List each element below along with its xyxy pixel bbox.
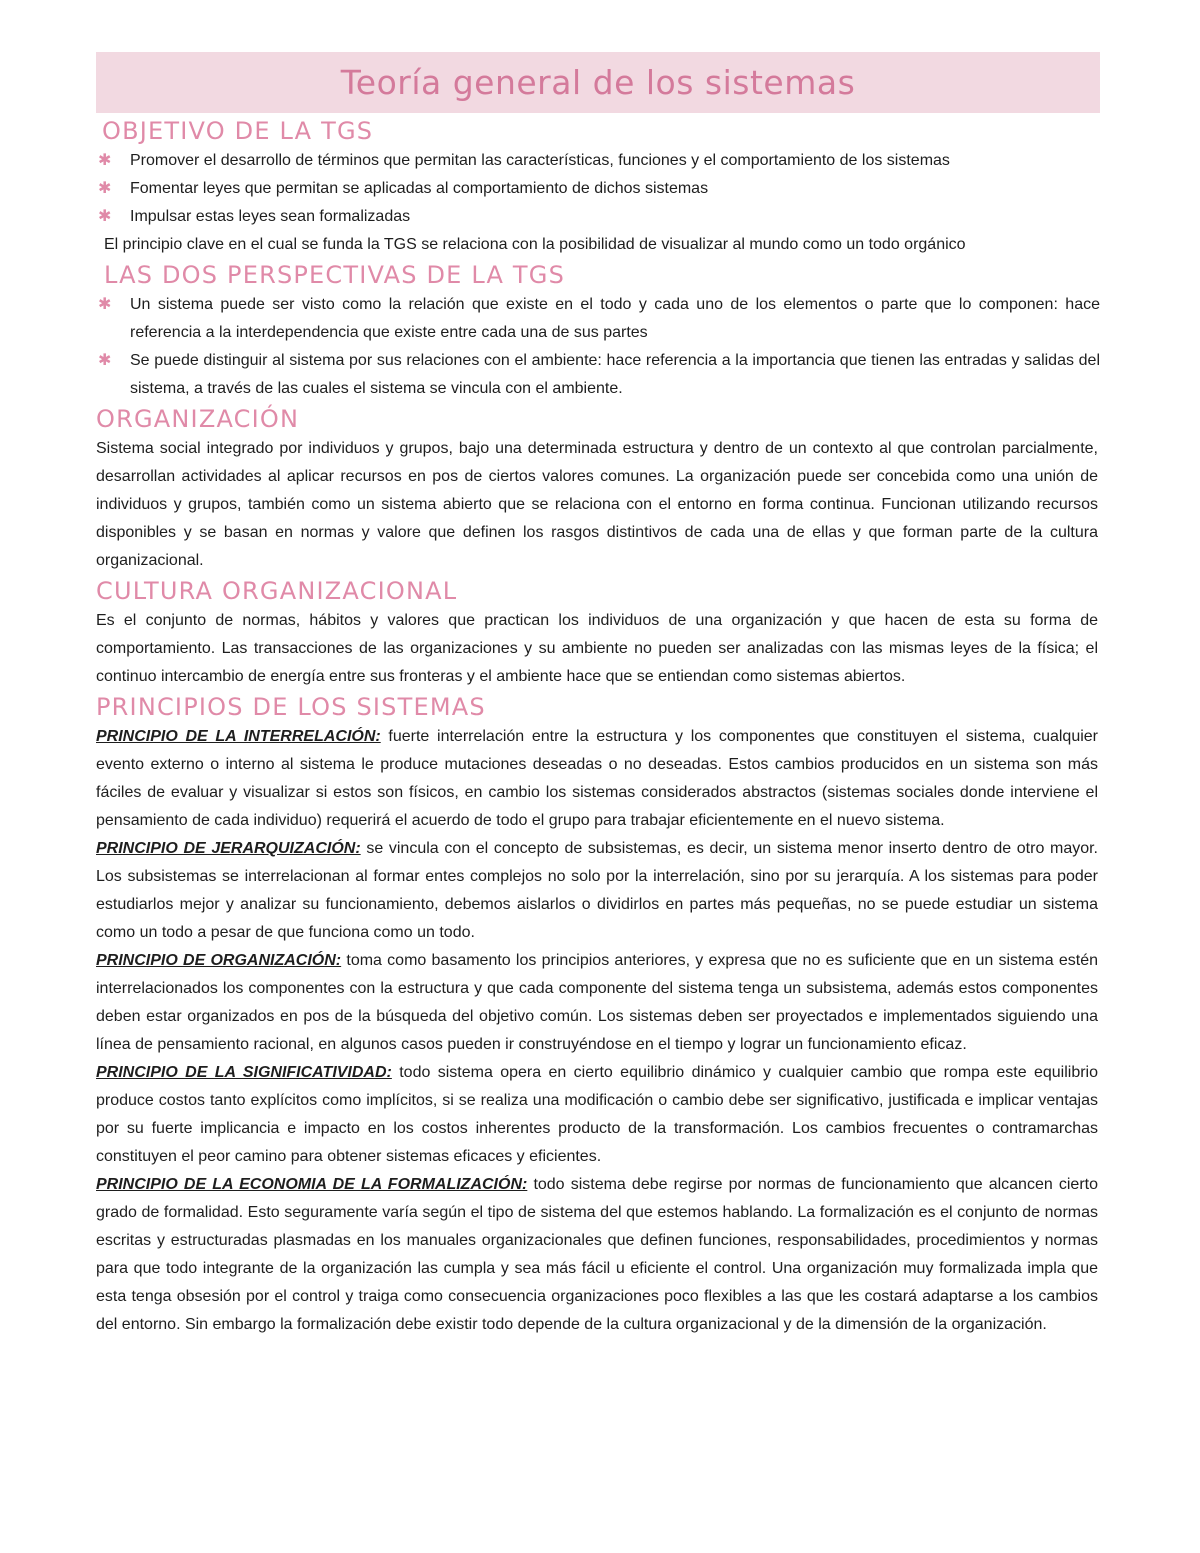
organizacion-paragraph: Sistema social integrado por individuos y grupos, bajo una determinada estructura y dentro de un contexto al que controlan parcialmente, desarrollan actividades al aplicar recursos en pos de ciertos valores comunes. La organización puede ser concebida como una unión de individuos y grupos, también como un sistema abierto que se relaciona con el entorno en forma continua. Funcionan utilizando recursos disponibles y se basan en normas y valore que definen los rasgos distintivos de cada una de ellas y que forman parte de la cultura organizacional. <box>96 440 1098 569</box>
perspectivas-list <box>96 291 1100 403</box>
principle-paragraph <box>96 1171 1100 1339</box>
principle-paragraph <box>96 1059 1100 1171</box>
list-item-text: Promover el desarrollo de términos que permitan las características, funciones y el comportamiento de los sistemas <box>130 152 950 169</box>
heading-organizacion: ORGANIZACIÓN <box>96 405 300 433</box>
objetivo-list <box>96 147 1100 231</box>
list-item <box>96 347 1100 403</box>
principle-label: PRINCIPIO DE LA SIGNIFICATIVIDAD: <box>96 1064 392 1081</box>
list-item <box>96 291 1100 347</box>
document-page <box>96 52 1100 1339</box>
list-item <box>96 203 1100 231</box>
star-icon: ✱ <box>98 352 112 369</box>
principle-label: PRINCIPIO DE LA INTERRELACIÓN: <box>96 728 381 745</box>
list-item-text: Se puede distinguir al sistema por sus relaciones con el ambiente: hace referencia a la importancia que tienen las entradas y salidas del sistema, a través de las cuales el sistema se vincula con el ambiente. <box>130 352 1100 397</box>
heading-principios: PRINCIPIOS DE LOS SISTEMAS <box>96 693 486 721</box>
list-item-text: Impulsar estas leyes sean formalizadas <box>130 208 411 225</box>
heading-objetivo: OBJETIVO DE LA TGS <box>102 117 374 145</box>
objetivo-statement: El principio clave en el cual se funda la TGS se relaciona con la posibilidad de visualizar al mundo como un todo orgánico <box>104 236 966 253</box>
heading-cultura: CULTURA ORGANIZACIONAL <box>96 577 458 605</box>
star-icon: ✱ <box>98 152 112 169</box>
star-icon: ✱ <box>98 208 112 225</box>
list-item-text: Fomentar leyes que permitan se aplicadas al comportamiento de dichos sistemas <box>130 180 709 197</box>
list-item-text: Un sistema puede ser visto como la relación que existe en el todo y cada uno de los elementos o parte que lo componen: hace referencia a la interdependencia que existe entre cada una de sus partes <box>130 296 1100 341</box>
title-banner <box>96 52 1100 113</box>
principle-paragraph <box>96 947 1100 1059</box>
principle-text: fuerte interrelación entre la estructura y los componentes que constituyen el sistema, cualquier evento externo o interno al sistema le produce mutaciones deseadas o no deseadas. Estos cambios producidos en un sistema son más fáciles de evaluar y visualizar si estos son físicos, en cambio los sistemas considerados abstractos (sistemas sociales donde interviene el pensamiento de cada individuo) requerirá el acuerdo de todo el grupo para trabajar eficientemente en el nuevo sistema. <box>96 728 1098 829</box>
star-icon: ✱ <box>98 180 112 197</box>
principle-paragraph <box>96 723 1100 835</box>
principle-text: toma como basamento los principios anteriores, y expresa que no es suficiente que en un sistema estén interrelacionados los componentes con la estructura y que cada componente del sistema tenga un subsistema, además estos componentes deben estar organizados en pos de la búsqueda del objetivo común. Los sistemas deben ser proyectados e implementados siguiendo una línea de pensamiento racional, en algunos casos pueden ir construyéndose en el tiempo y lograr un funcionamiento eficaz. <box>96 952 1099 1053</box>
principle-paragraph <box>96 835 1100 947</box>
principle-text: todo sistema debe regirse por normas de funcionamiento que alcancen cierto grado de formalidad. Esto seguramente varía según el tipo de sistema del que estemos hablando. La formalización es el conjunto de normas escritas y estructuradas plasmadas en los manuales organizacionales que definen funciones, responsabilidades, procedimientos y normas para que todo integrante de la organización las cumpla y sea más fácil u eficiente el control. Una organización muy formalizada impla que esta tenga obsesión por el control y traiga como consecuencia organizaciones poco flexibles a las que les costará adaptarse a los cambios del entorno. Sin embargo la formalización debe existir todo depende de la cultura organizacional y de la dimensión de la organización. <box>96 1176 1098 1333</box>
star-icon: ✱ <box>98 296 112 313</box>
cultura-paragraph: Es el conjunto de normas, hábitos y valores que practican los individuos de una organización y que hacen de esta su forma de comportamiento. Las transacciones de las organizaciones y su ambiente no pueden ser analizadas con las mismas leyes de la física; el continuo intercambio de energía entre sus fronteras y el ambiente hace que se entiendan como sistemas abiertos. <box>96 612 1098 685</box>
heading-perspectivas: LAS DOS PERSPECTIVAS DE LA TGS <box>104 261 566 289</box>
principle-text: todo sistema opera en cierto equilibrio dinámico y cualquier cambio que rompa este equilibrio produce costos tanto explícitos como implícitos, si se realiza una modificación o cambio debe ser significativo, justificada e implicar ventajas por su fuerte implicancia e impacto en los costos inherentes producto de la transformación. Los cambios frecuentes o contramarchas constituyen el peor camino para obtener sistemas eficaces y eficientes. <box>96 1064 1098 1165</box>
principle-label: PRINCIPIO DE LA ECONOMIA DE LA FORMALIZACIÓN: <box>96 1176 528 1193</box>
list-item <box>96 147 1100 175</box>
page-title: Teoría general de los sistemas <box>340 63 856 102</box>
principle-text: se vincula con el concepto de subsistemas, es decir, un sistema menor inserto dentro de otro mayor. Los subsistemas se interrelacionan al formar entes complejos no solo por la interrelación, sino por su jerarquía. A los sistemas para poder estudiarlos mejor y analizar su funcionamiento, debemos aislarlos o dividirlos en partes más pequeñas, no se puede estudiar un sistema como un todo a pesar de que funciona como un todo. <box>96 840 1099 941</box>
principle-label: PRINCIPIO DE JERARQUIZACIÓN: <box>96 840 361 857</box>
principle-label: PRINCIPIO DE ORGANIZACIÓN: <box>96 952 342 969</box>
list-item <box>96 175 1100 203</box>
